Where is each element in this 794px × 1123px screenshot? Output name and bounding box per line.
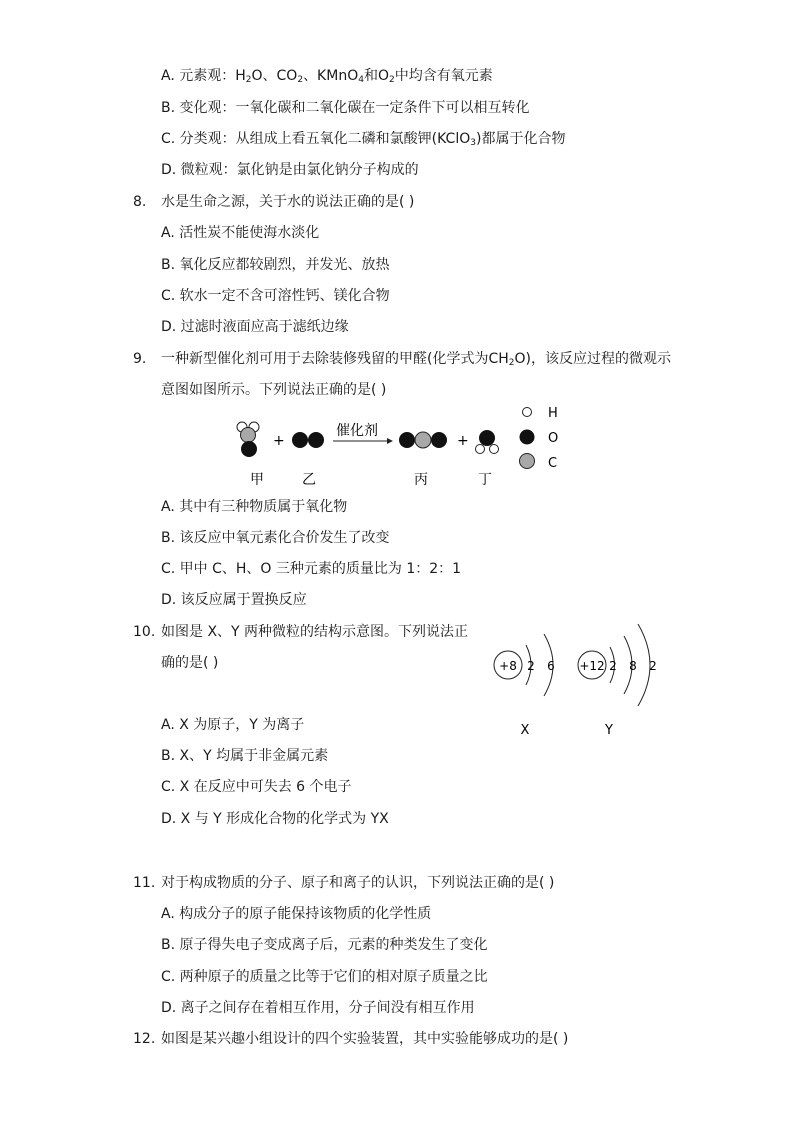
- q8-number: 8.: [133, 194, 147, 210]
- q7-option-b: B. 变化观：一氧化碳和二氧化碳在一定条件下可以相互转化: [161, 100, 530, 116]
- q12-text: 如图是某兴趣小组设计的四个实验装置，其中实验能够成功的是( ): [161, 1031, 569, 1047]
- q10-text-line2: 确的是( ): [161, 655, 219, 671]
- legend-h: H: [548, 406, 558, 421]
- q11-option-b: B. 原子得失电子变成离子后，元素的种类发生了变化: [161, 937, 488, 953]
- q10-option-c: C. X 在反应中可失去 6 个电子: [161, 779, 352, 795]
- q8-text: 水是生命之源，关于水的说法正确的是( ): [161, 194, 415, 210]
- x-nucleus: +8: [499, 659, 517, 673]
- x-label: X: [520, 723, 530, 738]
- x-shell-1: 2: [527, 659, 535, 673]
- q11-number: 11.: [133, 875, 156, 891]
- q7-option-c: C. 分类观：从组成上看五氧化二磷和氯酸钾(KClO$_3$)都属于化合物: [161, 131, 566, 148]
- y-shell-2: 8: [629, 659, 637, 673]
- q10-option-d: D. X 与 Y 形成化合物的化学式为 YX: [161, 811, 389, 827]
- q9-number: 9.: [133, 351, 147, 367]
- q9-text-line2: 意图如图所示。下列说法正确的是( ): [161, 382, 387, 398]
- q10-number: 10.: [133, 624, 156, 640]
- q9-reaction-diagram: [225, 400, 585, 492]
- q8-option-a: A. 活性炭不能使海水淡化: [161, 225, 320, 241]
- q10-atom-structure-diagram: [488, 612, 668, 742]
- q8-option-b: B. 氧化反应都较剧烈，并发光、放热: [161, 257, 390, 273]
- legend-c: C: [548, 456, 558, 471]
- y-shell-1: 2: [609, 659, 617, 673]
- q11-option-c: C. 两种原子的质量之比等于它们的相对原子质量之比: [161, 969, 488, 985]
- q10-option-a: A. X 为原子，Y 为离子: [161, 717, 305, 733]
- molecule-yi: [292, 432, 324, 448]
- q9-option-b: B. 该反应中氧元素化合价发生了改变: [161, 530, 390, 546]
- q7-option-a: A. 元素观：$H_2O$、$CO_2$、KMnO$_4$和$O_2$中均含有氧元素: [161, 68, 493, 85]
- q8-option-d: D. 过滤时液面应高于滤纸边缘: [161, 319, 349, 335]
- y-shell-3: 2: [649, 659, 657, 673]
- q8-option-c: C. 软水一定不含可溶性钙、镁化合物: [161, 288, 390, 304]
- label-yi: 乙: [302, 472, 316, 488]
- label-bing: 丙: [414, 472, 428, 488]
- q9-option-a: A. 其中有三种物质属于氧化物: [161, 499, 348, 515]
- structure-y: [578, 624, 657, 738]
- catalyst-label: 催化剂: [336, 423, 378, 439]
- q11-option-a: A. 构成分子的原子能保持该物质的化学性质: [161, 906, 432, 922]
- q11-option-d: D. 离子之间存在着相互作用，分子间没有相互作用: [161, 1000, 475, 1016]
- plus-sign-1: +: [273, 433, 285, 449]
- legend-o: O: [548, 431, 559, 446]
- molecule-jia: [237, 422, 259, 457]
- y-nucleus: +12: [579, 659, 605, 673]
- molecule-ding: [476, 430, 499, 454]
- atom-legend: [520, 406, 559, 471]
- q9-option-c: C. 甲中 C、H、O 三种元素的质量比为 1：2：1: [161, 561, 462, 577]
- q10-option-b: B. X、Y 均属于非金属元素: [161, 748, 329, 764]
- plus-sign-2: +: [457, 433, 469, 449]
- structure-x: [494, 634, 555, 738]
- q9-option-d: D. 该反应属于置换反应: [161, 592, 307, 608]
- q11-text: 对于构成物质的分子、原子和离子的认识，下列说法正确的是( ): [161, 875, 555, 891]
- x-shell-2: 6: [547, 659, 555, 673]
- q7-option-d: D. 微粒观：氯化钠是由氯化钠分子构成的: [161, 162, 419, 178]
- label-ding: 丁: [478, 472, 492, 488]
- y-label: Y: [605, 723, 613, 738]
- q12-number: 12.: [133, 1031, 156, 1047]
- q9-text-line1: 一种新型催化剂可用于去除装修残留的甲醛(化学式为$CH_2O$)，该反应过程的微观示: [161, 351, 671, 368]
- molecule-bing: [399, 432, 447, 448]
- q10-text-line1: 如图是 X、Y 两种微粒的结构示意图。下列说法正: [161, 624, 469, 640]
- label-jia: 甲: [250, 472, 264, 488]
